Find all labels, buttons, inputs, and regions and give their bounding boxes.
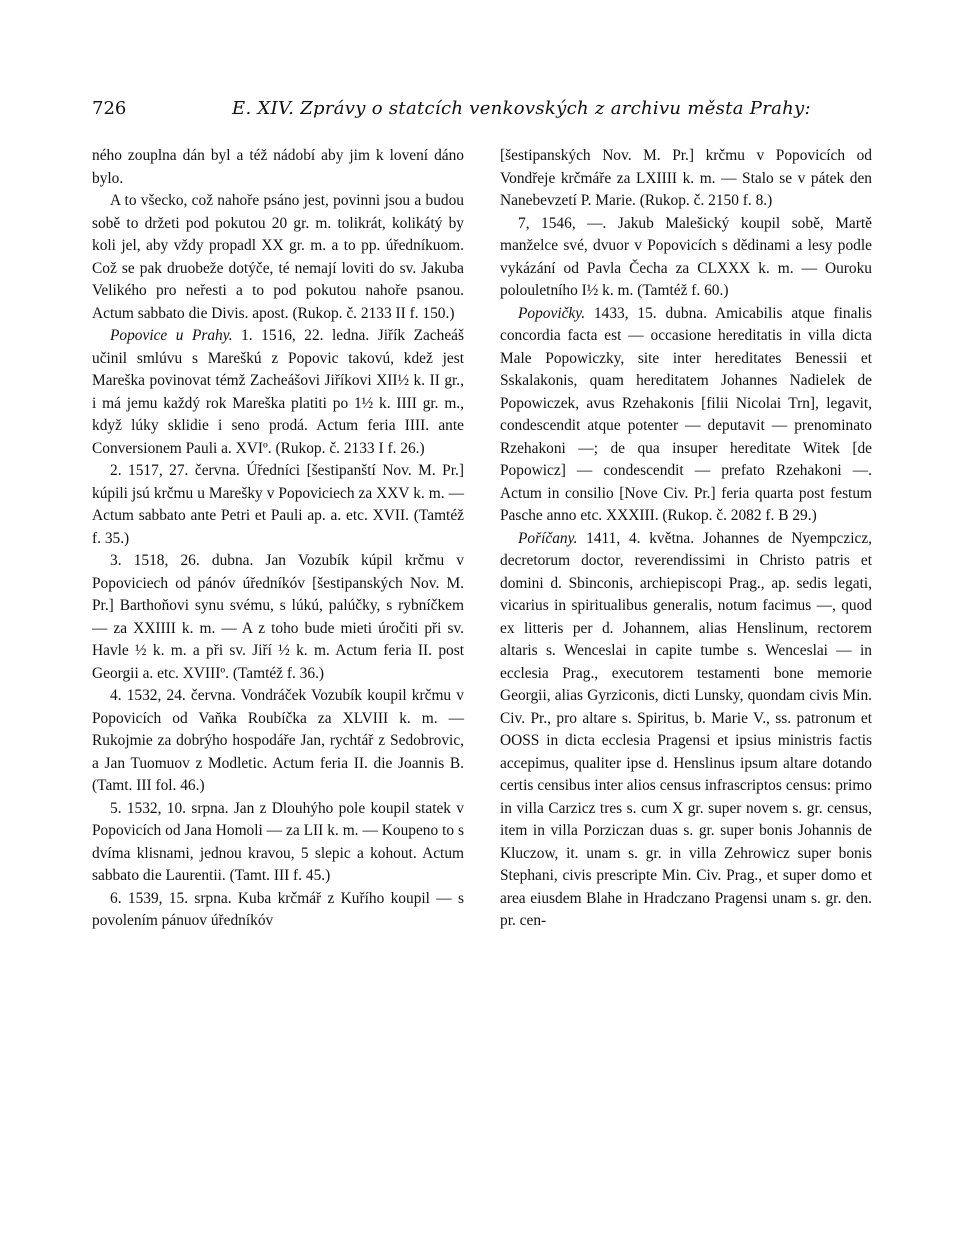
entry-heading: Popovice u Prahy. [110, 327, 233, 344]
paragraph-text: 1433, 15. dubna. Amicabilis atque finalis concordia facta est — occasione hereditatis in villa dicta Male Popowiczky, site inter hereditates Benessii et Sskalakonis, quam hereditatem Johannes Nadielek de Popowiczek, avus Rzehakonis [filii Nicolai Trn], legavit, condescendit atque potenter — deputavit — prenominato Rzehakoni —; de qua insuper hereditate Witek [de Popowicz] — condescendit — prefato Rzehakoni —. Actum in consilio [Nove Civ. Pr.] feria quarta post festum Pasche anno etc. XXXIII. (Rukop. č. 2082 f. B 29.) [500, 304, 872, 524]
paragraph [500, 528, 872, 933]
paragraph [500, 303, 872, 528]
right-column [500, 145, 872, 1175]
paragraph-text: 1. 1516, 22. ledna. Jiřík Zacheáš učinil smlúvu s Mareškú z Popovic takovú, kdež jest Mareška povinovat témž Zacheášovi Jiříkovi XII½ k. II gr., i má jemu každý rok Mareška platiti po 1½ k. IIII gr. m., když lúky sklidie i seno prodá. Actum feria IIII. ante Conversionem Pauli a. XVIº. (Rukop. č. 2133 I f. 26.) [92, 327, 464, 457]
paragraph-text: 3. 1518, 26. dubna. Jan Vozubík kúpil krčmu v Popoviciech od pánóv úředníkóv [šestipanských Nov. M. Pr.] Barthoňovi synu svému, s lúkú, palúčky, s rybníčkem — za XXIIII k. m. — A z toho bude mieti úročiti při sv. Havle ½ k. m. a při sv. Jiří ½ k. m. Actum feria II. post Georgii a. etc. XVIIIº. (Tamtéž f. 36.) [92, 552, 464, 682]
paragraph [92, 685, 464, 798]
page-header [92, 98, 868, 128]
paragraph [92, 460, 464, 550]
entry-heading: Poříčany. [518, 529, 578, 547]
paragraph-text: 6. 1539, 15. srpna. Kuba krčmář z Kuřího koupil — s povolením pánuov úředníkóv [92, 889, 464, 929]
paragraph [92, 325, 464, 460]
paragraph-text: 5. 1532, 10. srpna. Jan z Dlouhýho pole koupil statek v Popovicích od Jana Homoli — za LII k. m. — Koupeno to s dvíma klisnami, jednou kravou, 5 slepic a kohout. Actum sabbato die Laurentii. (Tamt. III f. 45.) [92, 799, 464, 884]
running-head: E. XIV. Zprávy o statcích venkovských z archivu města Prahy: [232, 98, 811, 119]
paragraph [500, 145, 872, 213]
paragraph [92, 798, 464, 888]
paragraph [92, 888, 464, 933]
left-column [92, 145, 464, 1175]
entry-heading: Popovičky. [518, 304, 586, 322]
paragraph-text: ného zouplna dán byl a též nádobí aby jim k lovení dáno bylo. [92, 147, 464, 187]
text-columns [92, 145, 872, 1175]
paragraph-text: 4. 1532, 24. června. Vondráček Vozubík koupil krčmu v Popovicích od Vaňka Roubíčka za XLVIII k. m. — Rukojmie za dobrýho hospodáře Jan, rychtář z Sedobrovic, a Jan Tuomuov z Modletic. Actum feria II. die Joannis B. (Tamt. III fol. 46.) [92, 687, 464, 794]
paragraph [92, 190, 464, 325]
page-number: 726 [92, 98, 127, 119]
paragraph-text: [šestipanských Nov. M. Pr.] krčmu v Popovicích od Vondřeje krčmáře za LXIIII k. m. — Stalo se v pátek den Nanebevzetí P. Marie. (Rukop. č. 2150 f. 8.) [500, 147, 872, 209]
paragraph [92, 145, 464, 190]
paragraph-text: 1411, 4. května. Johannes de Nyempczicz, decretorum doctor, reverendissimi in Christo patris et domini d. Sbinconis, archiepiscopi Prag., ap. sedis legati, vicarius in spiritualibus generalis, notum facimus —, quod ex litteris per d. Johannem, alias Henslinum, rectorem altaris s. Wenceslai in capite tumbe s. Wenceslai — in ecclesia Prag., executorem testamenti bone memorie Georgii, alias Gyrziconis, dicti Lunsky, quondam civis Min. Civ. Pr., pro altare s. Spiritus, b. Marie V., ss. patronum et OOSS in dicta ecclesia Pragensi et ipsius ministris factis accepimus, qualiter ipse d. Henslinus ipsum altare dotando certis censibus inter alios census infrascriptos census: primo in villa Carzicz tres s. cum X gr. super novem s. gr. census, item in villa Porziczan duas s. gr. super bonis Johannis de Kluczow, it. unam s. gr. in villa Zehrowicz super bonis Stephani, civis prescripte Min. Civ. Prag., et super domo et area eiusdem Blahe in Hradczano Pragensi unam s. gr. den. pr. cen- [500, 529, 872, 929]
paragraph [500, 213, 872, 303]
paragraph-text: 2. 1517, 27. června. Úředníci [šestipanští Nov. M. Pr.] kúpili jsú krčmu u Marešky v Popoviciech za XXV k. m. — Actum sabbato ante Petri et Pauli ap. a. etc. XVII. (Tamtéž f. 35.) [92, 462, 464, 547]
paragraph-text: A to všecko, což nahoře psáno jest, povinni jsou a budou sobě to držeti pod pokutou 20 gr. m. tolikrát, kolikátý by koli jel, aby vždy propadl XX gr. m. a to pp. úředníkuom. Což se pak druobeže dotýče, té nemají loviti do sv. Jakuba Velikého pro neřesti a to pod pokutou nahoře psanou. Actum sabbato die Divis. apost. (Rukop. č. 2133 II f. 150.) [92, 192, 464, 322]
paragraph-text: 7, 1546, —. Jakub Malešický koupil sobě, Martě manželce své, dvuor v Popovicích s dědinami a lesy podle vykázání od Pavla Čecha za CLXXX k. m. — Ouroku polouletního I½ k. m. (Tamtéž f. 60.) [500, 214, 872, 299]
paragraph [92, 550, 464, 685]
